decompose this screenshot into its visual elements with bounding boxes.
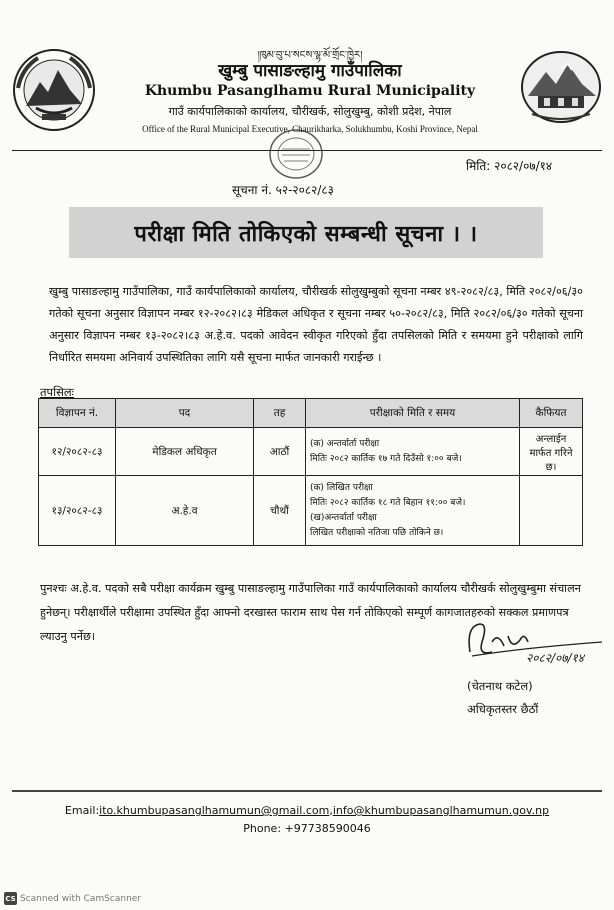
footer-divider (12, 790, 602, 792)
tibetan-title: །ཁུམ་བུ་པ་སངས་ལྷ་མོ་གྲོང་ཁྱེར། (257, 50, 363, 61)
notice-body-paragraph: खुम्बु पासाङल्हामु गाउँपालिका, गाउँ कार्यपालिकाको कार्यालय, चौरीखर्क सोलुखुम्बुको सूचना नम्बर ४९-२०८२/८३, मिति २०८२/०६/३० गतेको सूचना अनुसार विज्ञापन नम्बर १२-२०८२।८३ मेडिकल अधिकृत र सूचना नम्बर ५०-२०८२/८३, मिति २०८२/०६/३० गतेको सूचना अनुसार विज्ञापन नम्बर १३-२०८२।८३ अ.हे.व. पदको आवेदन स्वीकृत गरिएको हुँदा तपसिलको मिति र समयमा हुने परीक्षाको लागि निर्धारित समयमा अनिवार्य उपस्थितिका लागि यसै सूचना मार्फत जानकारी गराईन्छ । (49, 285, 583, 364)
header-schedule: परीक्षाको मिति र समय (306, 399, 520, 428)
camscanner-text: Scanned with CamScanner (20, 893, 142, 904)
municipality-name-nepali: खुम्बु पासाङल्हामु गाउँपालिका (218, 61, 402, 81)
email-label: Email: (64, 804, 100, 817)
postscript-paragraph: पुनश्चः अ.हे.व. पदको सबै परीक्षा कार्यक्रम खुम्बु पासाङल्हामु गाउँपालिका गाउँ कार्यपालिकाको कार्यालय चौरीखर्क सोलुखुम्बुमा संचालन हुनेछन्। परीक्षार्थीले परीक्षामा उपस्थित हुँदा आफ्नो दरखास्त फाराम साथ पेस गर्न तोकिएको सम्पूर्ण कागजातहरुको सक्कल प्रमाणपत्र ल्याउनु पर्नेछ। (40, 582, 581, 643)
table-header-row (39, 399, 583, 428)
camscanner-icon: CS (4, 892, 17, 905)
email-link-2[interactable]: info@khumbupasanglhamumun.gov.np (332, 804, 550, 817)
table-row (39, 428, 583, 476)
schedule-cell (306, 476, 520, 546)
header-ad-no: विज्ञापन नं. (39, 399, 116, 428)
header-remarks: कैफियत (520, 399, 583, 428)
notice-title: परीक्षा मिति तोकिएको सम्बन्धी सूचना । । (69, 207, 543, 258)
exam-schedule-table (38, 398, 583, 546)
schedule-line: मितिः २०८२ कार्तिक १८ गते बिहान ११:०० बजे। (310, 497, 466, 508)
ad-no-cell: १२/२०८२-८३ (39, 428, 116, 476)
header-post: पद (116, 399, 254, 428)
schedule-line: (क) अन्तर्वार्ता परीक्षा (310, 438, 380, 449)
level-cell: चौथौं (254, 476, 306, 546)
footer-email (60, 804, 554, 817)
ad-no-cell: १३/२०८२-८३ (39, 476, 116, 546)
email-link-1[interactable]: ito.khumbupasanglhamumun@gmail.com (99, 804, 330, 817)
signatory-title: अधिकृतस्तर छैठौं (467, 702, 539, 716)
municipality-logo (520, 50, 602, 124)
email-separator: , (329, 804, 333, 817)
office-address-nepali: गाउँ कार्यपालिकाको कार्यालय, चौरीखर्क, सोलुखुम्बु, कोशी प्रदेश, नेपाल (168, 105, 452, 118)
schedule-line: (ख)अन्तर्वार्ता परीक्षा (310, 512, 377, 523)
remarks-cell (520, 476, 583, 546)
camscanner-watermark (4, 892, 141, 905)
schedule-caption: तपसिलः (40, 385, 74, 399)
remarks-cell: अन्लाईन मार्फत गरिने छ। (520, 428, 583, 476)
signatory-name: (चेतनाथ कटेल) (467, 679, 533, 693)
post-cell: अ.हे.व (116, 476, 254, 546)
signature-date: २०८२/०७/१४ (526, 651, 585, 665)
municipality-name-english: Khumbu Pasanglhamu Rural Municipality (144, 83, 476, 99)
notice-date: मिति: २०८२/०७/१४ (466, 159, 553, 173)
header-level: तह (254, 399, 306, 428)
post-cell: मेडिकल अधिकृत (116, 428, 254, 476)
nepal-emblem-logo (12, 48, 96, 132)
schedule-line: (क) लिखित परीक्षा (310, 482, 373, 493)
table-row (39, 476, 583, 546)
notice-reference-number: सूचना नं. ५२-२०८२/८३ (232, 183, 334, 197)
schedule-cell (306, 428, 520, 476)
schedule-line: लिखित परीक्षाको नतिजा पछि तोकिने छ। (310, 527, 444, 538)
office-address-english: Office of the Rural Municipal Executive, Chaurikharka, Solukhumbu, Koshi Province, Nepal (142, 124, 478, 134)
footer-phone: Phone: +97738590046 (243, 822, 371, 835)
schedule-line: मितिः २०८२ कार्तिक १७ गते दिउँसो १:०० बजे। (310, 453, 462, 464)
office-seal-stamp (268, 127, 324, 181)
handwritten-signature (462, 612, 612, 672)
level-cell: आठौं (254, 428, 306, 476)
